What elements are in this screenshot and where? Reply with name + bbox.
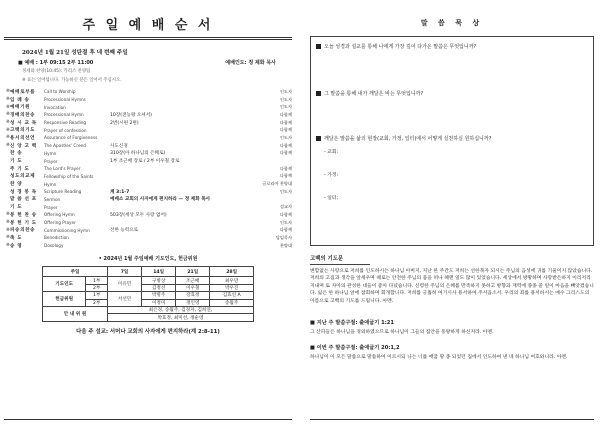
order-item-content: 예배소 교회의 사자에게 편지하라 — 정 제화 목사 <box>110 197 211 203</box>
question-2 <box>316 90 588 97</box>
order-item-english: Processional Hymn <box>44 112 84 118</box>
duty-cell: 송월주 <box>210 299 254 306</box>
order-item-name: 용서의선언 <box>10 135 36 141</box>
order-item-name: 입 례 송 <box>10 97 30 103</box>
duty-part: 2부 <box>86 284 108 291</box>
order-item-english: Hymn <box>44 150 57 156</box>
order-row <box>4 150 292 158</box>
order-row <box>4 111 292 119</box>
order-item-content: 계 3:1-7 <box>110 189 130 195</box>
duty-cell: 이우철 <box>176 284 210 291</box>
order-item-leader: 다함께 <box>279 111 292 117</box>
order-row <box>4 134 292 142</box>
duty-header-row <box>43 267 254 277</box>
order-item-english: Prayer <box>44 158 58 164</box>
question-text: 그 말씀을 통해 내가 깨달은 바는 무엇입니까? <box>324 91 424 97</box>
duty-table <box>42 266 254 321</box>
page-title: 주 일 예 배 순 서 <box>82 18 214 33</box>
question-text: 깨달은 말씀을 삶의 현장(교회, 가정, 일터)에서 어떻게 실천하실 원하십니까? <box>324 136 492 142</box>
order-item-leader: 인도자 <box>279 104 292 110</box>
order-item-name: 찬 양 <box>10 182 23 188</box>
bottom-divider <box>310 419 594 420</box>
order-item-leader: 담임목사 <box>275 234 292 240</box>
prayer-underline <box>310 264 370 265</box>
order-item-leader: 찬양대 <box>279 242 292 248</box>
order-item-leader: 인도자 <box>279 96 292 102</box>
order-item-english: Processional Hymns <box>44 97 86 103</box>
standing-note: ※ 표는 일어섭니다. 가능하신 분은 일어서 주십시오. <box>22 78 122 83</box>
order-item-content: 503장(세상 모두 사랑 없어) <box>110 212 167 218</box>
duty-cell: 정인영 <box>176 299 210 306</box>
order-item-name: 신 앙 고 백 <box>10 143 37 149</box>
order-item-english: Sermon <box>44 196 61 202</box>
duty-cell: 구병상 <box>142 277 176 284</box>
order-item-name: 고백의기도 <box>10 128 36 134</box>
order-row <box>4 126 292 134</box>
table-row <box>43 292 254 299</box>
order-item-leader: 다함께 <box>279 227 292 233</box>
order-star: ※ <box>6 112 10 118</box>
order-item-leader: 다함께 <box>279 173 292 179</box>
order-row <box>4 96 292 104</box>
order-row <box>4 203 292 211</box>
service-times-label: ■ 예배 : 1부 09:15 2부 11:00 <box>18 60 94 66</box>
order-star: ※ <box>6 127 10 133</box>
last-week-verse <box>310 319 594 336</box>
order-of-worship <box>4 88 292 249</box>
prayer-title: 고백의 기도문 <box>310 256 344 262</box>
title-divider <box>4 37 292 38</box>
meditation-box <box>310 36 594 246</box>
order-item-english: Benediction <box>44 235 69 241</box>
guide-label: 안 내 위 원 <box>43 307 108 322</box>
order-item-name: 찬 송 <box>10 151 23 157</box>
table-row <box>43 277 254 284</box>
order-item-leader: 다함께 <box>279 142 292 148</box>
order-star: ※ <box>6 227 10 233</box>
duty-cell: 박우진 <box>210 284 254 291</box>
order-item-english: Fellowship of the Saints <box>44 173 94 179</box>
order-item-english: Prayer <box>44 204 58 210</box>
order-item-english: The Apostles' Creed <box>44 143 86 149</box>
duty-cell: 이유민 <box>108 277 142 292</box>
table-row <box>43 307 254 314</box>
square-bullet-icon <box>316 91 321 96</box>
order-item-english: Assurance of Forgiveness <box>44 135 98 141</box>
order-row <box>4 157 292 165</box>
order-item-english: Offering Hymn <box>44 212 75 218</box>
duty-cell: 조근배 <box>176 277 210 284</box>
order-row <box>4 119 292 127</box>
order-item-name: 봉 헌 기 도 <box>10 220 37 226</box>
order-item-english: Scripture Reading <box>44 189 82 195</box>
title-divider-2 <box>4 39 292 40</box>
order-star: ※ <box>6 243 10 249</box>
order-star: ※ <box>6 212 10 218</box>
order-item-name: 성 경 봉 독 <box>10 189 37 195</box>
order-star: ※ <box>6 120 10 126</box>
duty-cell: 이정미 <box>142 299 176 306</box>
answer-church: - 교회: <box>324 150 339 155</box>
order-row <box>4 88 292 96</box>
order-row <box>4 219 292 227</box>
order-item-leader: 인도자 <box>279 188 292 194</box>
question-text: 오늘 성경과 설교를 통해 나에게 가장 깊이 다가온 말씀은 무엇입니까? <box>324 44 477 50</box>
praise-note: 정세와 찬양(10:45): 카리스 찬양팀 <box>22 69 91 74</box>
guide-names: 박효정, 최미선, 정순영 <box>108 314 254 321</box>
guide-names: 최은경, 송월주, 김경자, 김희연, <box>108 307 254 314</box>
order-item-leader: 인도자 <box>279 219 292 225</box>
order-item-name: 말 씀 선 포 <box>10 197 37 203</box>
order-item-english: Responsive Reading <box>44 120 87 126</box>
order-star: ※ <box>6 97 10 103</box>
order-item-leader: 설교자 <box>279 204 292 210</box>
order-item-name: 주 기 도 <box>10 166 30 172</box>
order-item-leader: 글로리아 찬양대 <box>262 181 292 187</box>
order-item-leader: 다함께 <box>279 150 292 156</box>
order-item-leader: 다함께 <box>279 211 292 217</box>
order-item-name: 기 도 <box>10 159 23 165</box>
answer-work: - 일터: <box>324 196 339 201</box>
order-row <box>4 173 292 181</box>
this-week-verse-title: ■ 이번 주 말씀구절: 출애굽기 20:1,2 <box>310 345 400 352</box>
order-item-name: 파송의찬송 <box>10 228 36 234</box>
order-item-english: Call to Worship <box>44 89 76 95</box>
order-item-content: 1부 조근배 장로 / 2부 이우철 장로 <box>110 159 180 165</box>
duty-header-cell: 주일 <box>43 267 108 277</box>
order-item-name: 예배기원 <box>10 105 31 111</box>
order-star: ※ <box>6 220 10 226</box>
order-item-english: Doxology <box>44 243 64 249</box>
square-bullet-icon <box>316 136 321 141</box>
order-item-name: 송 영 <box>10 243 23 249</box>
duty-part: 1부 <box>86 277 108 284</box>
this-week-verse <box>310 344 594 361</box>
this-week-verse-text: 하나님이 이 모든 말씀으로 말씀하여 이르시되 나는 너를 애굽 땅 종 되었던 집에서 인도하여 낸 네 하나님 여호와니라. 아멘. <box>310 355 568 361</box>
duty-cell: 박명주 <box>142 292 176 299</box>
square-bullet-icon <box>316 44 321 49</box>
duty-cell: 최우만 <box>210 277 254 284</box>
duty-label: 기도인도 <box>43 277 86 292</box>
duty-cell: 김정선 <box>142 284 176 291</box>
meditation-title: 말 씀 묵 상 <box>420 18 484 27</box>
service-times <box>4 59 292 66</box>
order-item-leader: 다함께 <box>279 119 292 125</box>
order-star: ※ <box>6 143 10 149</box>
duty-caption: • 2024년 1월 주일예배 기도인도, 헌금위원 <box>98 256 198 263</box>
order-row <box>4 188 292 196</box>
next-sermon: 다음 주 설교: 서머나 교회의 사자에게 편지하라(계 2:8-11) <box>76 328 220 335</box>
order-item-english: Prayer of confession <box>44 127 87 133</box>
duty-header-cell: 28일 <box>210 267 254 277</box>
order-item-name: 예배로부름 <box>10 89 36 95</box>
duty-part: 1부 <box>86 292 108 299</box>
order-row <box>4 165 292 173</box>
order-item-leader: 다함께 <box>279 127 292 133</box>
prayer-text: 변함없는 사랑으로 저희를 인도하시는 하나님 아버지, 지난 한 주간도 저희는 선한목자 되시는 주님의 음성에 귀를 기울이지 않았습니다. 저희의 고집과 생각을 앞세우며 때로는 안전한 주님의 품을 떠나 헤맨 일도 많이 있었습니다. 세상에서 방황하며 사랑받은하지 이리저리 지내며 또 자아의 관성한 대들이 좋아 다녔습니다. 신령한 주님의 은혜를 만족하지 못하고 방향과 재력에 종종 쓸 일이 마음을 빼앗겼습니다. 잃은 한 하나님 앞에 참회하며 회개합니다. 저희를 긍휼히 여기시사 용서하여 주시옵소서. 우리의 죄를 용서하시는 예수 그리스도의 이름으로 고백의 기도를 드립니다. 아멘. <box>310 269 594 304</box>
duty-header-cell: 21일 <box>176 267 210 277</box>
order-star: ※ <box>6 135 10 141</box>
order-item-content: 10장(전능왕 오셔서) <box>110 112 152 118</box>
meditation-page <box>310 4 594 422</box>
last-week-verse-text: 그 산파들은 하나님을 경외하였으므로 하나님이 그들의 집안을 흥왕하게 하신지라. 아멘. <box>310 330 494 336</box>
order-item-name: 기 도 <box>10 205 23 211</box>
question-1 <box>316 43 588 50</box>
order-star: ※ <box>6 104 10 110</box>
order-row <box>4 142 292 150</box>
order-row <box>4 234 292 242</box>
order-item-name: 성도의교제 <box>10 174 36 180</box>
duty-header-cell: 14일 <box>142 267 176 277</box>
order-row <box>4 103 292 111</box>
last-week-verse-title: ■ 지난 주 말씀구절: 출애굽기 1:21 <box>310 320 395 327</box>
duty-part: 2부 <box>86 299 108 306</box>
order-row <box>4 226 292 234</box>
duty-cell: 서선민 <box>108 292 142 307</box>
duty-label: 헌금위원 <box>43 292 86 307</box>
order-item-content: 310장(아 하나님의 은혜로) <box>110 151 166 157</box>
order-star: ※ <box>6 235 10 241</box>
order-item-english: The Lord's Prayer <box>44 166 81 172</box>
order-item-name: 축 도 <box>10 235 23 241</box>
order-item-english: Hymn <box>44 181 57 187</box>
order-item-leader: 인도자 <box>279 134 292 140</box>
order-item-english: Commissioning Hymn <box>44 227 90 233</box>
duty-cell: 김효연 A <box>210 292 254 299</box>
service-date: 2024년 1월 21일 성탄절 후 네 번째 주일 <box>22 50 128 56</box>
order-row <box>4 211 292 219</box>
order-item-leader: 인도자 <box>279 88 292 94</box>
order-item-name: 봉 헌 찬 송 <box>10 212 37 218</box>
order-star: ※ <box>6 89 10 95</box>
order-item-content: 2번(시편 2편) <box>110 120 139 126</box>
bottom-divider <box>4 419 292 420</box>
confession-prayer <box>310 254 594 305</box>
order-item-name: 경배의찬송 <box>10 112 36 118</box>
order-item-english: Invocation <box>44 104 66 110</box>
order-item-english: Offering Prayer <box>44 220 76 226</box>
order-item-content: 선한 능력으로 <box>110 228 139 234</box>
order-row <box>4 242 292 250</box>
question-3 <box>316 135 588 142</box>
duty-header-cell: 7일 <box>108 267 142 277</box>
duty-cell: 강효정 <box>176 292 210 299</box>
order-row <box>4 180 292 188</box>
answer-home: - 가정: <box>324 173 339 178</box>
worship-order-page <box>4 4 292 422</box>
order-item-leader: 다함께 <box>279 165 292 171</box>
service-leader: 예배인도: 정 제화 목사 <box>225 60 276 66</box>
order-item-name: 성 시 교 독 <box>10 120 37 126</box>
order-row <box>4 196 292 204</box>
order-item-content: 사도신경 <box>110 143 128 149</box>
